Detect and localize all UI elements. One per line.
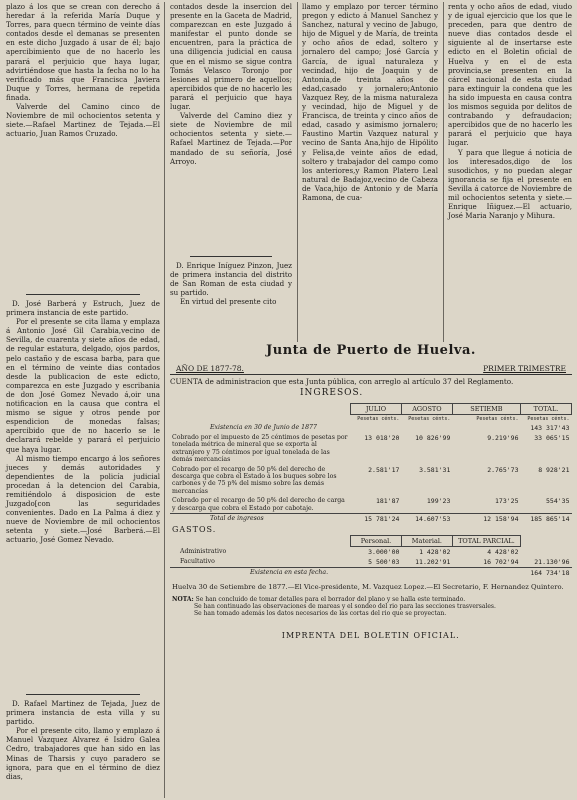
unit-label: Pesetas cénts. [476, 416, 519, 422]
total-row [170, 514, 572, 525]
column-1-edict-tejada [6, 690, 160, 781]
cell: 9.219'96 [487, 434, 519, 442]
final-label: Existencia en esta fecha. [250, 569, 329, 577]
paragraph: plazo á los que se crean con derecho á heredar á la referida María Duque y Torres, para quecn término de veinte días contados desde el demanas se presenten en este dicho Juzgado á usar de él; bajo apercibimiento que de no hacerlo les parará el perjuicio que haya lugar, advirtiéndose que hasta la fecha no lo ha verificado más que Francisca Javiera Duque y Torres, hermana de repetida finada. [6, 2, 160, 102]
cell: 3.581'31 [419, 465, 451, 474]
unit-label: Pesetas cénts. [357, 416, 400, 422]
column-1-top [6, 2, 160, 138]
cell: 199'23 [426, 497, 451, 506]
cell: 3.000'00 [368, 548, 400, 557]
signature-row [170, 578, 572, 641]
cell: 185 865'14 [530, 515, 570, 524]
cell: 11.202'91 [415, 558, 451, 567]
income-heading: INGRESOS. [300, 388, 364, 398]
cell: 181'87 [375, 497, 400, 506]
note-item: Se han continuado las observaciones de mareas y el sondeo del rio para las secciones trasversales. [194, 602, 496, 610]
cell: 33 065'15 [534, 434, 570, 442]
cell: 14.607'53 [415, 515, 451, 524]
paragraph: llamo y emplazo por tercer término pregon y edicto á Manuel Sanchez y Sanchez, natural y vecino de Jabugo, hijo de Miguel y de María, de treinta y ocho años de edad, soltero y jornalero del campo; José García y García, de igual naturaleza y vecindad, hijo de Joaquin y de Antonia,de treinta años de edad,casado y jornalero;Antonio Vazquez Rey, de la misma naturaleza y vecindad, hijo de Miguel y de Francisca, de treinta y cinco años de edad, casado y asimismo jornalero; Faustino Martin Vazquez natural y vecino de Santa Ana,hijo de Hipólito y Felisa,de veinte años de edad, soltero y trabajador del campo como los anteriores,y Ramon Platero Leal natural de Badajoz,vecino de Cabeza de Vaca,hijo de Antonio y de María Ramona, de cua- [302, 2, 438, 202]
cell: 1 428'02 [419, 548, 451, 557]
expenses-heading-row [170, 524, 572, 536]
note-item: Se han concluido de tomar detalles para el borrador del plano y se halla este terminado. [195, 595, 466, 603]
column-header: AGOSTO [401, 404, 452, 415]
cell: 2.581'17 [368, 465, 400, 474]
expenses-total: 21.130'96 [534, 558, 570, 567]
divider [26, 694, 140, 695]
column-rule [297, 2, 298, 342]
cell: 173'25 [495, 497, 519, 506]
column-2-top [170, 2, 292, 166]
column-header: JULIO [351, 404, 402, 415]
divider [26, 294, 140, 295]
printer-imprint: IMPRENTA DEL BOLETIN OFICIAL. [281, 631, 460, 641]
row-description: Cobrado por el impuesto de 25 céntimos de pesetas por tonelada métrica de mineral que se exporta al extranjero y 75 céntimos por igual tonelada de las demás mercancías [172, 434, 348, 464]
section-subheader [170, 364, 572, 375]
unit-row [170, 415, 572, 424]
expenses-heading: GASTOS. [172, 525, 217, 535]
table-row [170, 557, 572, 568]
column-4 [448, 2, 572, 220]
note-label: NOTA: [172, 595, 194, 603]
paragraph: contados desde la insercion del presente en la Gaceta de Madrid, comparezcan en este Juzgado á manifestar el punto donde se encuentren, para la práctica de una diligencia judicial en causa que en el mismo se sigue contra Tomás Velasco Toronjo por lesiones al primero de aquellos; apercibidos que de no hacerlo les parará el perjuicio que haya lugar. [170, 2, 292, 112]
cell: 12 158'94 [483, 515, 519, 524]
table-row [170, 423, 572, 433]
table-header-row [170, 404, 572, 415]
unit-label: Pesetas cénts. [408, 416, 451, 422]
row-description: Cobrado por el recargo de 50 p% del derecho de descarga que cobra el Estado á los buques sobre los carbones y de 75 p% del mismo sobre las demás mercancías [172, 465, 337, 495]
table-row [170, 433, 572, 465]
cell: 2.765'73 [487, 465, 519, 474]
note-item: Se han tomado además los datos necesarios de las cortas del rio que se proyectan. [194, 609, 447, 617]
paragraph: Valverde del Camino diez y siete de Noviembre de mil ochocientos setenta y siete.—Rafael Martinez de Tejada.—Por mandado de su señoría, José Arroyo. [170, 111, 292, 166]
cell: 554'35 [546, 497, 570, 506]
table-row [170, 496, 572, 513]
expenses-header-row [170, 536, 572, 547]
paragraph: Al mismo tiempo encargo á los señores jueces y demás autoridades y dependientes de la policía judicial procedan á la detencion del Carabia, remitiéndolo á disposicion de este Juzgado[con las seguridades convenientes. Dado en La Palma á diez y nueve de Noviembre de mil ochocientos setenta y siete.—José Barberá.—El actuario, José Gomez Nevado. [6, 453, 160, 545]
paragraph: En virtud del presente cito [180, 297, 277, 307]
column-header: TOTAL. [521, 404, 572, 415]
table-row [170, 547, 572, 558]
section-title: Junta de Puerto de Huelva. [266, 343, 476, 358]
account-intro: CUENTA de administracion que esta Junta pública, con arreglo al artículo 37 del Reglamento. [170, 377, 514, 386]
column-2-edict-iniguez [170, 252, 292, 306]
paragraph: Y para que llegue á noticia de los interesados,digo de los susodichos, y no puedan alegar ignorancia se fija el presente en Sevilla á catorce de Noviembre de mil ochocientos setenta y siete.—Enrique Iñiguez.—El actuario, José Maria Naranjo y Mihura. [448, 147, 572, 221]
cell: 8 928'21 [538, 465, 570, 474]
cell: 16 702'94 [483, 558, 519, 567]
signature: Huelva 30 de Setiembre de 1877.—El Vice-presidente, M. Vazquez Lopez.—El Secretario, F. Hernandez Quintero. [172, 583, 564, 592]
row-description: Cobrado por el recargo de 50 p% del derecho de carga y descarga que cobra el Estado por cabotaje. [172, 497, 345, 512]
column-1-edict-barbera [6, 290, 160, 545]
notes [172, 596, 570, 618]
quarter: PRIMER TRIMESTRE [483, 364, 566, 373]
cell: 5 500'03 [368, 558, 400, 567]
final-row [170, 568, 572, 579]
existencia-label: Existencia en 30 de Junio de 1877 [210, 424, 317, 431]
existencia-value: 143 317'43 [530, 424, 570, 432]
table-row [170, 465, 572, 497]
edict-heading: D. Enrique Iníguez Pinzon, Juez de primera instancia del distrito de San Roman de esta ciudad y su partido. [170, 261, 292, 298]
paragraph: Valverde del Camino cinco de Noviembre de mil ochocientos setenta y siete.—Rafael Martinez de Tejada.—El actuario, Juan Ramos Cruzado. [6, 102, 160, 139]
paragraph: renta y ocho años de edad, viudo y de igual ejercicio que los que le preceden, para que dentro de nueve dias contados desde el siguiente al de insertarse este edicto en el Boletin oficial de Huelva y en el de esta provincia,se presenten en la cárcel nacional de esta ciudad para extinguir la condena que les ha sido impuesta en causa contra los mismos seguida por delitos de contrabando y defraudacion; apercibidos que de no hacerlo les parará el perjuicio que haya lugar. [448, 2, 572, 148]
paragraph: Por el presente cito, llamo y emplazo á Manuel Vazquez Alvarez é Isidro Galea Cedro, trabajadores que han sido en las Minas de Tharsis y cuyo paradero se ignora, para que en el término de diez dias, [6, 726, 160, 781]
edict-heading: D. José Barberá y Estruch, Juez de primera instancia de este partido. [6, 299, 160, 318]
accounts-table [170, 403, 572, 641]
divider [190, 256, 272, 257]
total-label: Total de ingresos [210, 515, 264, 523]
unit-label: Pesetas cénts. [527, 416, 570, 422]
row-description: Administrativo [180, 547, 227, 555]
final-value: 164 734'18 [530, 569, 570, 578]
cell: 15 781'24 [364, 515, 400, 524]
edict-heading: D. Rafael Martinez de Tejada, Juez de primera instancia de esta villa y su partido. [6, 699, 160, 727]
junta-puerto-section [170, 343, 572, 641]
cell: 10 826'99 [415, 434, 451, 442]
fiscal-year: AÑO DE 1877-78. [176, 364, 244, 373]
column-rule [164, 2, 165, 798]
column-header: Material. [401, 536, 452, 547]
column-header: SETIEMB [452, 404, 520, 415]
column-header: Personal. [351, 536, 402, 547]
paragraph: Por el presente se cita llama y emplaza á Antonio José Gil Carabia,vecino de Sevilla, de cuarenta y siete años de edad, de regular estatura, delgado, ojos pardos, pelo castaño y de escasa barba, para que en el término de veinte dias contados desde la publicacion de este edicto, comparezca en este Juzgado y escribania de don José Gomez Nevado á,oir una notificacion en la causa que contra el mismo se sigue y otros pende por espendicion de monedas falsas; apercibido que de no hacerlo se le declarará rebelde y parará el perjuicio que haya lugar. [6, 317, 160, 454]
column-rule [443, 2, 444, 342]
column-3 [302, 2, 438, 202]
row-description: Facultativo [180, 558, 215, 566]
cell: 13 018'20 [364, 434, 400, 442]
column-header: TOTAL PARCIAL. [452, 536, 520, 547]
cell: 4 428'02 [487, 548, 519, 557]
